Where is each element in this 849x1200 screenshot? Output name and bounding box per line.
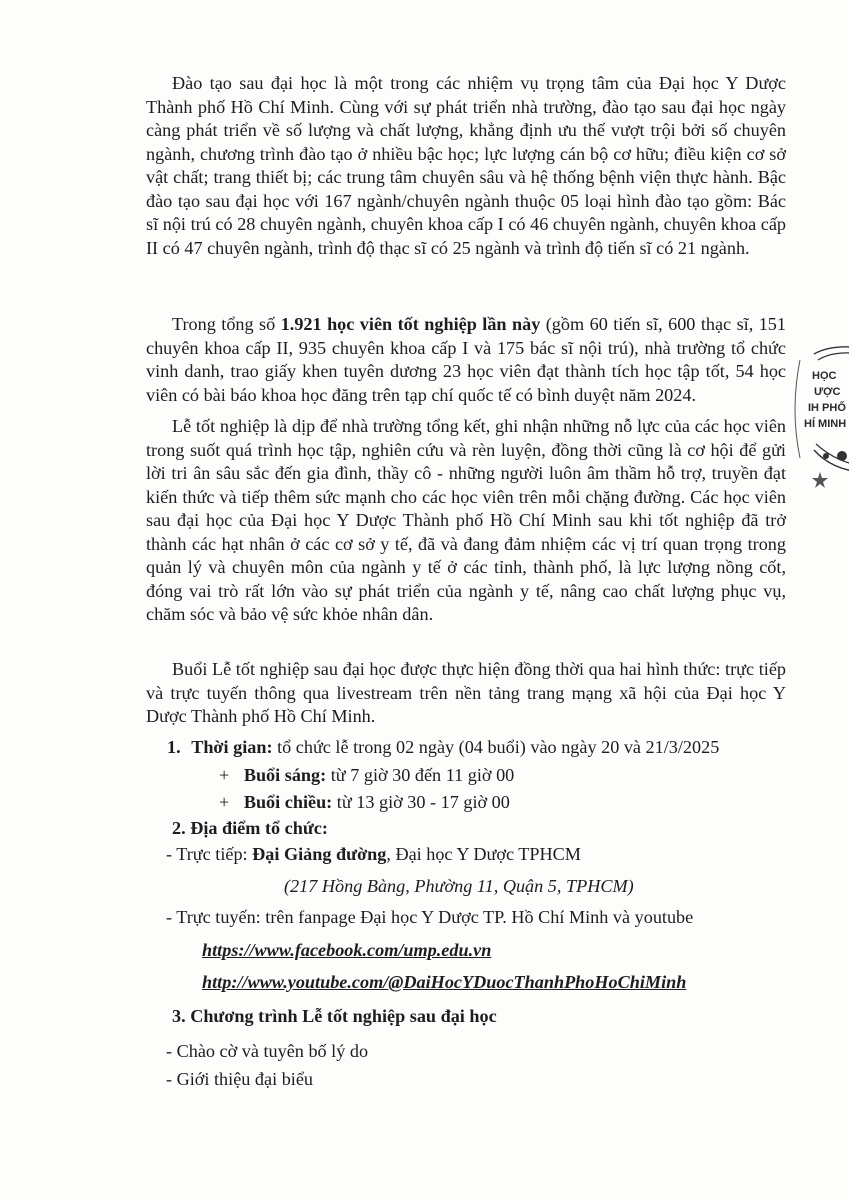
youtube-link[interactable]: http://www.youtube.com/@DaiHocYDuocThanhPhoHoChiMinh bbox=[202, 972, 687, 992]
morning-label: Buổi sáng: bbox=[243, 765, 327, 785]
section-1-number: 1. bbox=[167, 737, 181, 757]
paragraph-ceremony-purpose bbox=[146, 415, 786, 627]
paragraph-graduates bbox=[146, 313, 786, 407]
afternoon-label: Buổi chiều: bbox=[243, 792, 333, 812]
venue-direct bbox=[166, 843, 581, 867]
venue-direct-prefix: - Trực tiếp: bbox=[166, 844, 253, 864]
morning-bullet: + bbox=[219, 765, 230, 785]
paragraph-intro bbox=[146, 72, 786, 260]
program-item-1: - Chào cờ và tuyên bố lý do bbox=[166, 1041, 369, 1061]
paragraph-2-after: (gồm 60 tiến sĩ, 600 thạc sĩ, 151 chuyên khoa cấp II, 935 chuyên khoa cấp I và 175 bác sĩ nội trú), nhà trường tổ chức vinh danh, trao giấy khen tuyên dương 23 học viên đạt thành tích học tập tốt, 54 học viên có bài báo khoa học đăng trên tạp chí quốc tế có bình duyệt năm 2024. bbox=[146, 314, 786, 405]
seal-text-3: IH PHỐ bbox=[808, 402, 846, 414]
paragraph-1-text: Đào tạo sau đại học là một trong các nhiệm vụ trọng tâm của Đại học Y Dược Thành phố Hồ Chí Minh. Cùng với sự phát triển nhà trường, đào tạo sau đại học ngày càng phát triển về số lượng và chất lượng, khẳng định ưu thế vượt trội bởi số chuyên ngành, chương trình đào tạo ở nhiều bậc học; lực lượng cán bộ cơ hữu; điều kiện cơ sở vật chất; trang thiết bị; các trung tâm chuyên sâu và hệ thống bệnh viện thực hành. Bậc đào tạo sau đại học với 167 ngành/chuyên ngành thuộc 05 loại hình đào tạo gồm: Bác sĩ nội trú có 28 chuyên ngành, chuyên khoa cấp I có 46 chuyên ngành, chuyên khoa cấp II có 47 chuyên ngành, trình độ thạc sĩ có 25 ngành và trình độ tiến sĩ có 21 ngành. bbox=[146, 73, 786, 258]
morning-text: từ 7 giờ 30 đến 11 giờ 00 bbox=[326, 765, 515, 785]
seal-text-1: HỌC bbox=[812, 370, 837, 382]
section-1-text: tổ chức lễ trong 02 ngày (04 buổi) vào ngày 20 và 21/3/2025 bbox=[272, 737, 720, 757]
paragraph-4-text: Buổi Lễ tốt nghiệp sau đại học được thực hiện đồng thời qua hai hình thức: trực tiếp và trực tuyến thông qua livestream trên nền tảng trang mạng xã hội của Đại học Y Dược Thành phố Hồ Chí Minh. bbox=[146, 659, 786, 726]
section-1-time bbox=[167, 736, 719, 760]
afternoon-text: từ 13 giờ 30 - 17 giờ 00 bbox=[332, 792, 510, 812]
paragraph-2-before: Trong tổng số bbox=[172, 314, 281, 334]
venue-address: (217 Hồng Bàng, Phường 11, Quận 5, TPHCM) bbox=[284, 876, 634, 896]
seal-text-2: ƯỢC bbox=[814, 386, 841, 398]
official-seal-fragment bbox=[792, 330, 849, 490]
venue-direct-after: , Đại học Y Dược TPHCM bbox=[386, 844, 581, 864]
paragraph-format bbox=[146, 658, 786, 729]
graduate-count-highlight: 1.921 học viên tốt nghiệp lần này bbox=[280, 314, 541, 334]
afternoon-bullet: + bbox=[219, 792, 230, 812]
paragraph-3-text: Lễ tốt nghiệp là dịp để nhà trường tổng kết, ghi nhận những nỗ lực của các học viên trong suốt quá trình học tập, nghiên cứu và rèn luyện, đồng thời cũng là cơ hội để gửi lời tri ân sâu sắc đến gia đình, thầy cô - những người luôn âm thầm hỗ trợ, truyền đạt kiến thức và tiếp thêm sức mạnh cho các học viên trên mỗi chặng đường. Các học viên sau đại học của Đại học Y Dược Thành phố Hồ Chí Minh sau khi tốt nghiệp đã trở thành các hạt nhân ở các cơ sở y tế, đã và đang đảm nhiệm các vị trí quan trọng trong quản lý và chuyên môn của ngành y tế ở các tỉnh, thành phố, là lực lượng nồng cốt, đóng vai trò rất lớn vào sự phát triển của ngành y tế, nâng cao chất lượng phục vụ, chăm sóc và bảo vệ sức khỏe nhân dân. bbox=[146, 416, 786, 624]
seal-text-4: HÍ MINH bbox=[804, 418, 847, 430]
venue-name: Đại Giảng đường bbox=[252, 844, 387, 864]
section-2-heading: 2. Địa điểm tổ chức: bbox=[172, 818, 328, 838]
venue-online: - Trực tuyến: trên fanpage Đại học Y Dược TP. Hồ Chí Minh và youtube bbox=[166, 907, 694, 927]
facebook-link[interactable]: https://www.facebook.com/ump.edu.vn bbox=[202, 940, 492, 960]
morning-session bbox=[219, 764, 514, 788]
afternoon-session bbox=[219, 791, 510, 815]
section-3-heading: 3. Chương trình Lễ tốt nghiệp sau đại học bbox=[172, 1006, 497, 1026]
section-1-label: Thời gian: bbox=[191, 737, 273, 757]
program-item-2: - Giới thiệu đại biểu bbox=[166, 1069, 314, 1089]
